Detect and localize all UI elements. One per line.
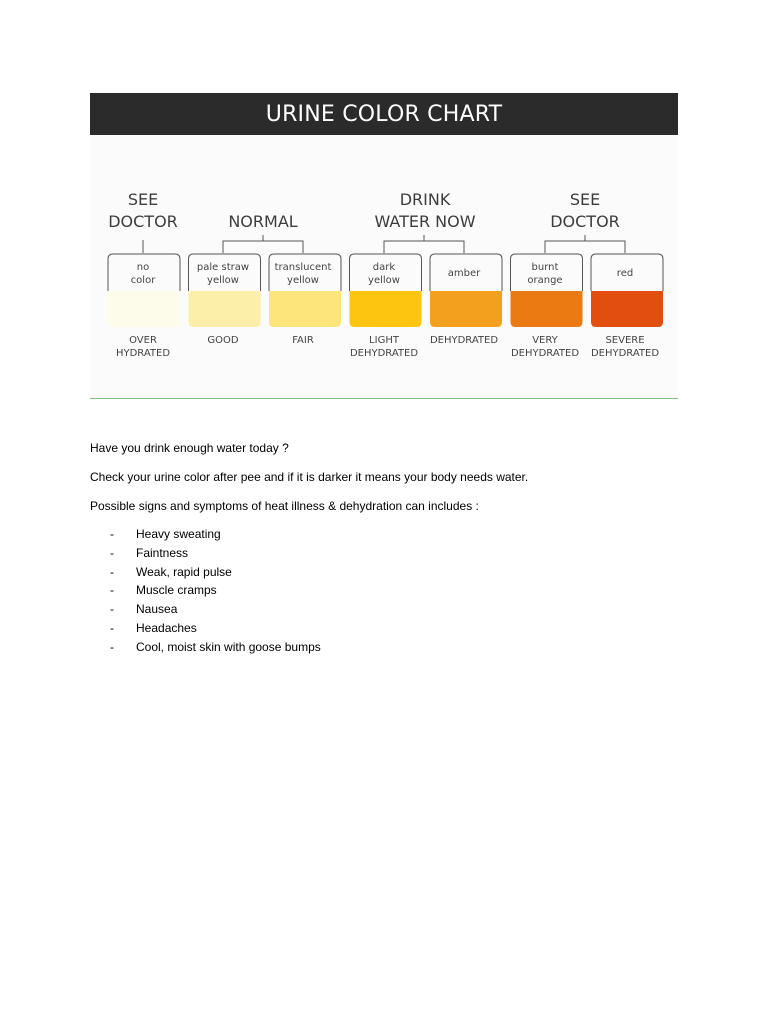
section-divider <box>90 398 678 399</box>
status-dehydrated: DEHYDRATED <box>429 335 499 346</box>
list-item <box>110 527 321 546</box>
group-label-drink-water-now: DRINK WATER NOW <box>374 190 476 231</box>
symptom-text: Muscle cramps <box>136 583 217 598</box>
list-item <box>110 583 321 602</box>
list-item <box>110 602 321 621</box>
symptom-text: Cool, moist skin with goose bumps <box>136 639 321 654</box>
list-item <box>110 565 321 584</box>
connector-drink-water-now <box>384 241 464 253</box>
group-label-normal: NORMAL <box>228 212 298 231</box>
urine-sample-translucent-yellow <box>269 291 341 327</box>
urine-sample-red <box>591 291 663 327</box>
check-text: Check your urine color after pee and if it is darker it means your body needs water. <box>90 470 529 484</box>
color-label-translucent-yellow: translucent yellow <box>274 262 332 286</box>
status-light-dehydrated: LIGHT DEHYDRATED <box>349 335 419 359</box>
question-text: Have you drink enough water today ? <box>90 441 289 455</box>
color-label-dark-yellow: dark yellow <box>368 262 400 286</box>
bullet-dash: - <box>110 620 114 635</box>
bullet-dash: - <box>110 545 114 560</box>
signs-intro-text: Possible signs and symptoms of heat illness & dehydration can includes : <box>90 499 479 513</box>
symptom-text: Faintness <box>136 545 189 560</box>
status-severe-dehydrated: SEVERE DEHYDRATED <box>590 335 660 359</box>
status-very-dehydrated: VERY DEHYDRATED <box>510 335 580 359</box>
urine-sample-dark-yellow <box>350 291 422 327</box>
color-label-red: red <box>616 268 634 279</box>
urine-sample-amber <box>430 291 502 327</box>
status-good: GOOD <box>207 335 239 346</box>
bullet-dash: - <box>110 527 114 541</box>
symptom-text: Weak, rapid pulse <box>136 564 232 579</box>
list-item <box>110 640 321 659</box>
group-label-see-doctor-left: SEE DOCTOR <box>108 190 178 231</box>
status-fair: FAIR <box>292 335 314 346</box>
bullet-dash: - <box>110 602 114 617</box>
color-label-pale-straw-yellow: pale straw yellow <box>196 262 250 286</box>
urine-color-chart <box>90 93 678 398</box>
symptom-text: Nausea <box>136 602 178 617</box>
bullet-dash: - <box>110 564 114 579</box>
connector-normal <box>223 241 303 253</box>
bullet-dash: - <box>110 583 114 598</box>
chart-title: URINE COLOR CHART <box>265 102 503 127</box>
list-item <box>110 546 321 565</box>
color-label-amber: amber <box>447 268 481 279</box>
bullet-dash: - <box>110 639 114 654</box>
urine-sample-burnt-orange <box>511 291 583 327</box>
group-label-see-doctor-right: SEE DOCTOR <box>550 190 620 231</box>
list-item <box>110 621 321 640</box>
urine-sample-pale-straw-yellow <box>189 291 261 327</box>
symptom-text: Headaches <box>136 620 197 635</box>
color-label-no-color: no color <box>130 262 156 286</box>
color-label-burnt-orange: burnt orange <box>527 262 563 286</box>
urine-sample-no-color <box>108 291 180 327</box>
symptom-list <box>110 527 321 659</box>
symptom-text: Heavy sweating <box>136 527 221 541</box>
status-over-hydrated: OVER HYDRATED <box>115 335 171 359</box>
connector-see-doctor-right <box>545 241 625 253</box>
